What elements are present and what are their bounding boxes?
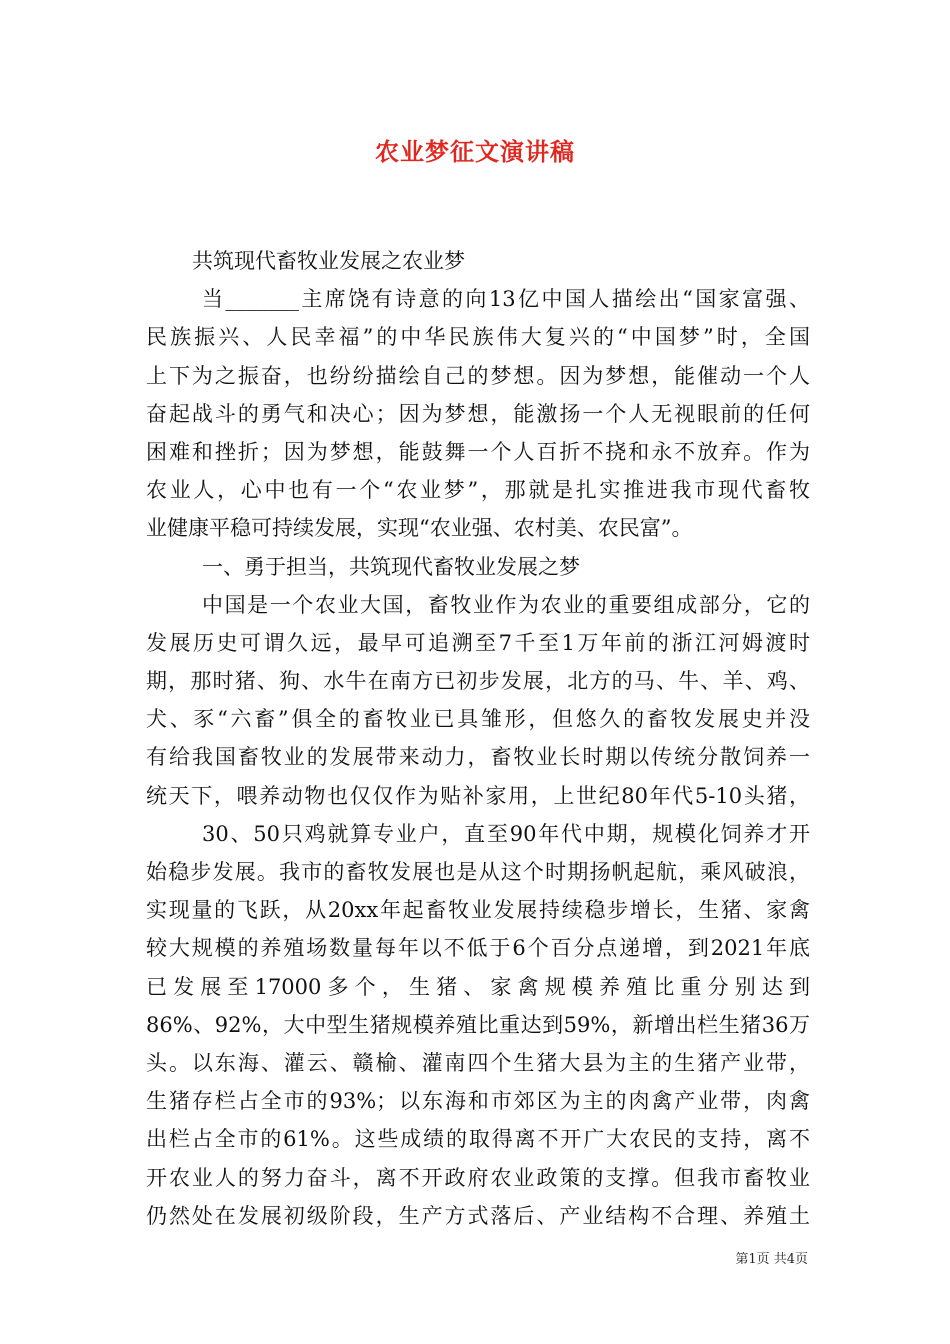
paragraph-line: 开农业人的努力奋斗，离不开政府农业政策的支撑。但我市畜牧业 [146,1165,810,1190]
paragraph-line: 较大规模的养殖场数量每年以不低于6个百分点递增，到2021年底 [146,936,810,961]
paragraph-line: 统天下，喂养动物也仅仅作为贴补家用，上世纪80年代5-10头猪， [146,783,810,808]
paragraph-line: 农业人，心中也有一个“农业梦”，那就是扎实推进我市现代畜牧 [146,478,810,503]
section-heading: 一、勇于担当，共筑现代畜牧业发展之梦 [202,554,580,579]
paragraph-line: 发展历史可谓久远，最早可追溯至7千至1万年前的浙江河姆渡时 [146,630,810,655]
paragraph-line: 上下为之振奋，也纷纷描绘自己的梦想。因为梦想，能催动一个人 [146,363,810,388]
subtitle-line: 共筑现代畜牧业发展之农业梦 [192,249,465,273]
paragraph-line: 头。以东海、灌云、赣榆、灌南四个生猪大县为主的生猪产业带， [146,1050,810,1075]
paragraph-line: 已发展至17000多个，生猪、家禽规模养殖比重分别达到 [146,974,810,999]
paragraph-line: 生猪存栏占全市的93%；以东海和市郊区为主的肉禽产业带，肉禽 [146,1089,810,1114]
paragraph-line: 有给我国畜牧业的发展带来动力，畜牧业长时期以传统分散饲养一 [146,745,810,770]
paragraph-line: 民族振兴、人民幸福”的中华民族伟大复兴的“中国梦”时，全国 [146,325,810,350]
paragraph-line: 86%、92%，大中型生猪规模养殖比重达到59%，新增出栏生猪36万 [146,1012,810,1037]
paragraph-line: 当_______主席饶有诗意的向13亿中国人描绘出“国家富强、 [202,287,810,312]
paragraph-line: 实现量的飞跃，从20xx年起畜牧业发展持续稳步增长，生猪、家禽 [146,898,810,923]
document-title: 农业梦征文演讲稿 [375,138,575,166]
paragraph-line: 30、50只鸡就算专业户，直至90年代中期，规模化饲养才开 [202,821,810,846]
page-number: 第1页 共4页 [735,1252,808,1267]
paragraph-line: 中国是一个农业大国，畜牧业作为农业的重要组成部分，它的 [202,592,810,617]
paragraph-line: 业健康平稳可持续发展，实现“农业强、农村美、农民富”。 [146,516,693,541]
paragraph-line: 困难和挫折；因为梦想，能鼓舞一个人百折不挠和永不放弃。作为 [146,439,810,464]
paragraph-line: 期，那时猪、狗、水牛在南方已初步发展，北方的马、牛、羊、鸡、 [146,669,810,694]
document-body [146,242,810,1235]
paragraph-line: 犬、豕“六畜”俱全的畜牧业已具雏形，但悠久的畜牧发展史并没 [146,707,810,732]
paragraph-line: 始稳步发展。我市的畜牧发展也是从这个时期扬帆起航，乘风破浪， [146,860,810,884]
paragraph-line: 出栏占全市的61%。这些成绩的取得离不开广大农民的支持，离不 [146,1127,810,1152]
paragraph-line: 仍然处在发展初级阶段，生产方式落后、产业结构不合理、养殖土 [146,1203,810,1228]
paragraph-line: 奋起战斗的勇气和决心；因为梦想，能激扬一个人无视眼前的任何 [146,401,810,426]
